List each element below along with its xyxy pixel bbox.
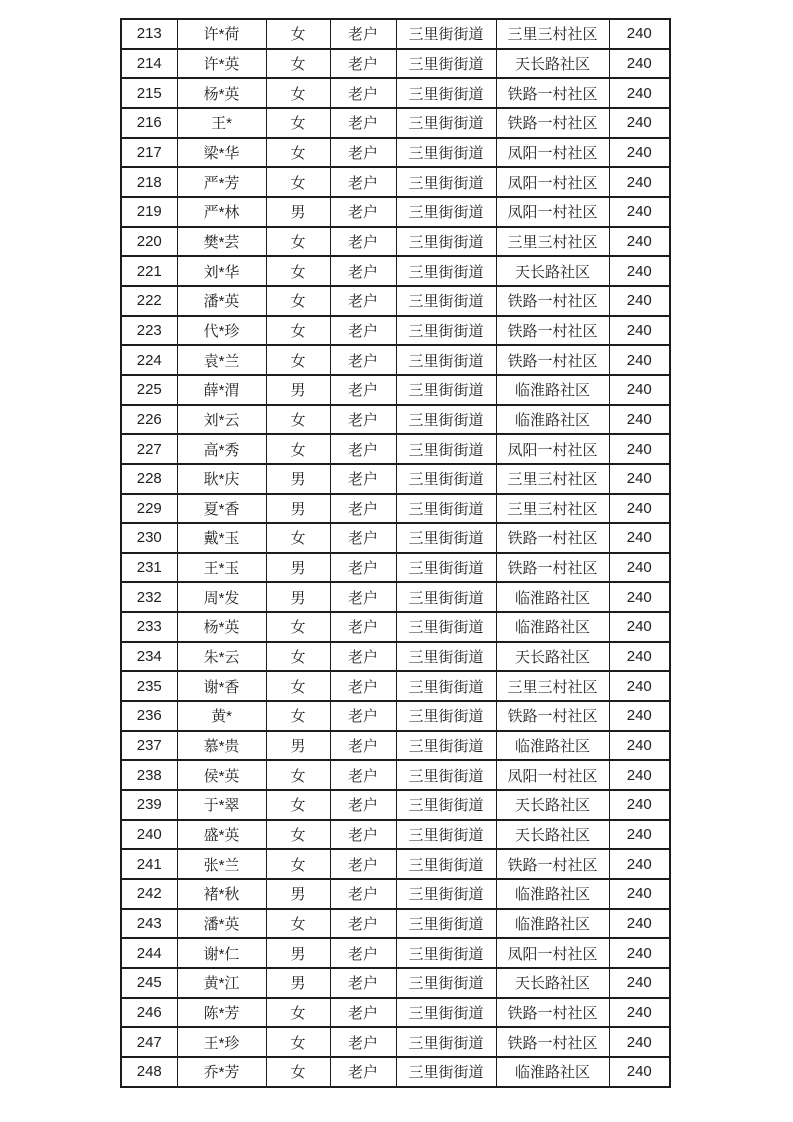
cell-serial-number: 219 (121, 197, 177, 227)
cell-household-type: 老户 (330, 434, 396, 464)
cell-community: 临淮路社区 (496, 582, 609, 612)
cell-amount: 240 (609, 434, 670, 464)
cell-name: 杨*英 (177, 78, 266, 108)
table-row (121, 256, 670, 286)
cell-serial-number: 218 (121, 167, 177, 197)
cell-serial-number: 217 (121, 138, 177, 168)
cell-name: 侯*英 (177, 760, 266, 790)
table-row (121, 879, 670, 909)
cell-gender: 女 (266, 849, 330, 879)
cell-street: 三里街街道 (396, 108, 496, 138)
cell-street: 三里街街道 (396, 316, 496, 346)
cell-street: 三里街街道 (396, 938, 496, 968)
cell-community: 铁路一村社区 (496, 998, 609, 1028)
table-row (121, 998, 670, 1028)
cell-serial-number: 235 (121, 671, 177, 701)
cell-name: 陈*芳 (177, 998, 266, 1028)
cell-household-type: 老户 (330, 19, 396, 49)
cell-gender: 男 (266, 375, 330, 405)
cell-household-type: 老户 (330, 909, 396, 939)
cell-amount: 240 (609, 494, 670, 524)
cell-street: 三里街街道 (396, 256, 496, 286)
cell-community: 天长路社区 (496, 256, 609, 286)
cell-serial-number: 245 (121, 968, 177, 998)
cell-community: 铁路一村社区 (496, 553, 609, 583)
cell-amount: 240 (609, 1057, 670, 1087)
cell-street: 三里街街道 (396, 849, 496, 879)
cell-street: 三里街街道 (396, 1027, 496, 1057)
cell-name: 张*兰 (177, 849, 266, 879)
cell-street: 三里街街道 (396, 464, 496, 494)
cell-serial-number: 225 (121, 375, 177, 405)
cell-gender: 男 (266, 553, 330, 583)
cell-household-type: 老户 (330, 286, 396, 316)
table-body (121, 19, 670, 1087)
table-row (121, 760, 670, 790)
cell-community: 三里三村社区 (496, 671, 609, 701)
cell-street: 三里街街道 (396, 286, 496, 316)
cell-name: 王*玉 (177, 553, 266, 583)
cell-gender: 男 (266, 494, 330, 524)
cell-name: 刘*华 (177, 256, 266, 286)
cell-gender: 女 (266, 316, 330, 346)
cell-serial-number: 227 (121, 434, 177, 464)
cell-community: 凤阳一村社区 (496, 167, 609, 197)
cell-household-type: 老户 (330, 998, 396, 1028)
cell-gender: 女 (266, 49, 330, 79)
beneficiary-table (120, 18, 671, 1088)
cell-serial-number: 247 (121, 1027, 177, 1057)
cell-household-type: 老户 (330, 78, 396, 108)
cell-household-type: 老户 (330, 494, 396, 524)
cell-name: 乔*芳 (177, 1057, 266, 1087)
cell-name: 谢*仁 (177, 938, 266, 968)
cell-gender: 男 (266, 464, 330, 494)
cell-community: 天长路社区 (496, 820, 609, 850)
table-row (121, 553, 670, 583)
cell-community: 铁路一村社区 (496, 701, 609, 731)
cell-community: 临淮路社区 (496, 612, 609, 642)
cell-community: 铁路一村社区 (496, 345, 609, 375)
cell-name: 袁*兰 (177, 345, 266, 375)
cell-street: 三里街街道 (396, 345, 496, 375)
cell-name: 严*林 (177, 197, 266, 227)
cell-serial-number: 234 (121, 642, 177, 672)
cell-community: 天长路社区 (496, 642, 609, 672)
cell-street: 三里街街道 (396, 790, 496, 820)
cell-gender: 女 (266, 256, 330, 286)
cell-household-type: 老户 (330, 968, 396, 998)
cell-serial-number: 248 (121, 1057, 177, 1087)
cell-community: 临淮路社区 (496, 731, 609, 761)
cell-amount: 240 (609, 820, 670, 850)
cell-gender: 女 (266, 998, 330, 1028)
cell-street: 三里街街道 (396, 553, 496, 583)
table-row (121, 494, 670, 524)
table-row (121, 582, 670, 612)
cell-name: 夏*香 (177, 494, 266, 524)
cell-amount: 240 (609, 1027, 670, 1057)
cell-household-type: 老户 (330, 49, 396, 79)
cell-amount: 240 (609, 968, 670, 998)
cell-gender: 女 (266, 790, 330, 820)
cell-household-type: 老户 (330, 345, 396, 375)
cell-household-type: 老户 (330, 375, 396, 405)
cell-street: 三里街街道 (396, 582, 496, 612)
cell-serial-number: 242 (121, 879, 177, 909)
table-row (121, 731, 670, 761)
cell-community: 三里三村社区 (496, 494, 609, 524)
cell-amount: 240 (609, 316, 670, 346)
cell-amount: 240 (609, 938, 670, 968)
cell-amount: 240 (609, 375, 670, 405)
cell-gender: 女 (266, 1027, 330, 1057)
cell-name: 杨*英 (177, 612, 266, 642)
cell-name: 周*发 (177, 582, 266, 612)
cell-household-type: 老户 (330, 108, 396, 138)
table-row (121, 523, 670, 553)
cell-gender: 女 (266, 108, 330, 138)
cell-community: 天长路社区 (496, 790, 609, 820)
cell-name: 盛*英 (177, 820, 266, 850)
cell-street: 三里街街道 (396, 879, 496, 909)
cell-street: 三里街街道 (396, 760, 496, 790)
cell-community: 天长路社区 (496, 968, 609, 998)
cell-street: 三里街街道 (396, 138, 496, 168)
cell-serial-number: 230 (121, 523, 177, 553)
cell-street: 三里街街道 (396, 968, 496, 998)
cell-household-type: 老户 (330, 553, 396, 583)
cell-amount: 240 (609, 464, 670, 494)
cell-name: 潘*英 (177, 909, 266, 939)
table-row (121, 1057, 670, 1087)
cell-household-type: 老户 (330, 938, 396, 968)
cell-household-type: 老户 (330, 197, 396, 227)
cell-name: 代*珍 (177, 316, 266, 346)
cell-serial-number: 233 (121, 612, 177, 642)
cell-name: 戴*玉 (177, 523, 266, 553)
cell-household-type: 老户 (330, 671, 396, 701)
cell-household-type: 老户 (330, 642, 396, 672)
cell-gender: 男 (266, 938, 330, 968)
cell-gender: 男 (266, 731, 330, 761)
cell-name: 王*珍 (177, 1027, 266, 1057)
table-row (121, 78, 670, 108)
cell-household-type: 老户 (330, 523, 396, 553)
cell-name: 褚*秋 (177, 879, 266, 909)
cell-street: 三里街街道 (396, 434, 496, 464)
cell-community: 凤阳一村社区 (496, 138, 609, 168)
cell-gender: 女 (266, 701, 330, 731)
cell-amount: 240 (609, 553, 670, 583)
cell-community: 天长路社区 (496, 49, 609, 79)
cell-community: 三里三村社区 (496, 464, 609, 494)
cell-serial-number: 237 (121, 731, 177, 761)
cell-amount: 240 (609, 197, 670, 227)
cell-serial-number: 246 (121, 998, 177, 1028)
cell-gender: 女 (266, 909, 330, 939)
cell-amount: 240 (609, 108, 670, 138)
table-row (121, 227, 670, 257)
cell-name: 黄* (177, 701, 266, 731)
cell-serial-number: 221 (121, 256, 177, 286)
cell-household-type: 老户 (330, 227, 396, 257)
cell-community: 凤阳一村社区 (496, 760, 609, 790)
cell-serial-number: 236 (121, 701, 177, 731)
cell-serial-number: 241 (121, 849, 177, 879)
cell-name: 王* (177, 108, 266, 138)
table-row (121, 434, 670, 464)
cell-community: 铁路一村社区 (496, 316, 609, 346)
cell-gender: 男 (266, 197, 330, 227)
cell-gender: 男 (266, 582, 330, 612)
cell-community: 临淮路社区 (496, 1057, 609, 1087)
cell-gender: 女 (266, 286, 330, 316)
table-row (121, 286, 670, 316)
cell-gender: 女 (266, 227, 330, 257)
table-row (121, 345, 670, 375)
cell-community: 铁路一村社区 (496, 1027, 609, 1057)
cell-street: 三里街街道 (396, 78, 496, 108)
cell-household-type: 老户 (330, 316, 396, 346)
table-row (121, 375, 670, 405)
cell-street: 三里街街道 (396, 1057, 496, 1087)
cell-street: 三里街街道 (396, 820, 496, 850)
cell-amount: 240 (609, 701, 670, 731)
cell-gender: 女 (266, 612, 330, 642)
table-row (121, 820, 670, 850)
cell-street: 三里街街道 (396, 405, 496, 435)
cell-gender: 女 (266, 1057, 330, 1087)
table-row (121, 19, 670, 49)
cell-name: 薛*渭 (177, 375, 266, 405)
table-row (121, 909, 670, 939)
cell-street: 三里街街道 (396, 671, 496, 701)
cell-household-type: 老户 (330, 256, 396, 286)
cell-street: 三里街街道 (396, 998, 496, 1028)
cell-name: 严*芳 (177, 167, 266, 197)
table-row (121, 671, 670, 701)
cell-community: 铁路一村社区 (496, 108, 609, 138)
cell-community: 凤阳一村社区 (496, 197, 609, 227)
cell-household-type: 老户 (330, 820, 396, 850)
cell-serial-number: 228 (121, 464, 177, 494)
cell-household-type: 老户 (330, 167, 396, 197)
cell-street: 三里街街道 (396, 701, 496, 731)
cell-amount: 240 (609, 49, 670, 79)
cell-gender: 男 (266, 968, 330, 998)
cell-household-type: 老户 (330, 760, 396, 790)
cell-name: 许*荷 (177, 19, 266, 49)
cell-serial-number: 238 (121, 760, 177, 790)
cell-gender: 女 (266, 78, 330, 108)
cell-household-type: 老户 (330, 405, 396, 435)
cell-gender: 女 (266, 138, 330, 168)
cell-amount: 240 (609, 760, 670, 790)
cell-household-type: 老户 (330, 464, 396, 494)
cell-name: 黄*江 (177, 968, 266, 998)
table-row (121, 612, 670, 642)
cell-name: 梁*华 (177, 138, 266, 168)
cell-name: 于*翠 (177, 790, 266, 820)
cell-household-type: 老户 (330, 1057, 396, 1087)
cell-name: 高*秀 (177, 434, 266, 464)
cell-name: 耿*庆 (177, 464, 266, 494)
cell-serial-number: 229 (121, 494, 177, 524)
cell-serial-number: 239 (121, 790, 177, 820)
cell-serial-number: 232 (121, 582, 177, 612)
cell-household-type: 老户 (330, 1027, 396, 1057)
cell-street: 三里街街道 (396, 375, 496, 405)
table-row (121, 968, 670, 998)
cell-serial-number: 215 (121, 78, 177, 108)
cell-street: 三里街街道 (396, 642, 496, 672)
cell-street: 三里街街道 (396, 494, 496, 524)
cell-serial-number: 222 (121, 286, 177, 316)
cell-serial-number: 244 (121, 938, 177, 968)
cell-amount: 240 (609, 731, 670, 761)
cell-community: 铁路一村社区 (496, 849, 609, 879)
cell-amount: 240 (609, 138, 670, 168)
cell-serial-number: 243 (121, 909, 177, 939)
table-row (121, 464, 670, 494)
table-row (121, 405, 670, 435)
cell-street: 三里街街道 (396, 612, 496, 642)
cell-community: 三里三村社区 (496, 227, 609, 257)
cell-gender: 女 (266, 760, 330, 790)
cell-household-type: 老户 (330, 731, 396, 761)
table-row (121, 167, 670, 197)
cell-community: 三里三村社区 (496, 19, 609, 49)
cell-name: 慕*贵 (177, 731, 266, 761)
cell-amount: 240 (609, 227, 670, 257)
cell-serial-number: 216 (121, 108, 177, 138)
cell-name: 朱*云 (177, 642, 266, 672)
cell-gender: 女 (266, 671, 330, 701)
cell-street: 三里街街道 (396, 909, 496, 939)
cell-serial-number: 220 (121, 227, 177, 257)
cell-street: 三里街街道 (396, 523, 496, 553)
cell-community: 临淮路社区 (496, 909, 609, 939)
cell-household-type: 老户 (330, 138, 396, 168)
cell-serial-number: 214 (121, 49, 177, 79)
cell-serial-number: 213 (121, 19, 177, 49)
cell-community: 临淮路社区 (496, 375, 609, 405)
cell-name: 潘*英 (177, 286, 266, 316)
cell-street: 三里街街道 (396, 227, 496, 257)
cell-community: 凤阳一村社区 (496, 938, 609, 968)
cell-household-type: 老户 (330, 582, 396, 612)
cell-gender: 女 (266, 19, 330, 49)
cell-gender: 女 (266, 820, 330, 850)
cell-amount: 240 (609, 642, 670, 672)
cell-serial-number: 231 (121, 553, 177, 583)
cell-street: 三里街街道 (396, 167, 496, 197)
cell-amount: 240 (609, 671, 670, 701)
cell-amount: 240 (609, 256, 670, 286)
cell-household-type: 老户 (330, 701, 396, 731)
cell-community: 凤阳一村社区 (496, 434, 609, 464)
cell-amount: 240 (609, 612, 670, 642)
table-row (121, 790, 670, 820)
table-row (121, 108, 670, 138)
cell-street: 三里街街道 (396, 731, 496, 761)
table-row (121, 49, 670, 79)
cell-community: 铁路一村社区 (496, 78, 609, 108)
cell-community: 临淮路社区 (496, 405, 609, 435)
cell-gender: 女 (266, 434, 330, 464)
table-row (121, 138, 670, 168)
cell-serial-number: 224 (121, 345, 177, 375)
cell-community: 临淮路社区 (496, 879, 609, 909)
cell-household-type: 老户 (330, 879, 396, 909)
table-row (121, 316, 670, 346)
cell-gender: 女 (266, 345, 330, 375)
cell-gender: 男 (266, 879, 330, 909)
cell-amount: 240 (609, 523, 670, 553)
cell-serial-number: 226 (121, 405, 177, 435)
cell-amount: 240 (609, 879, 670, 909)
cell-amount: 240 (609, 19, 670, 49)
table-row (121, 1027, 670, 1057)
table-row (121, 701, 670, 731)
table-row (121, 642, 670, 672)
cell-name: 许*英 (177, 49, 266, 79)
cell-gender: 女 (266, 405, 330, 435)
cell-community: 铁路一村社区 (496, 523, 609, 553)
cell-serial-number: 240 (121, 820, 177, 850)
cell-street: 三里街街道 (396, 49, 496, 79)
table-row (121, 938, 670, 968)
cell-name: 樊*芸 (177, 227, 266, 257)
cell-gender: 女 (266, 167, 330, 197)
cell-community: 铁路一村社区 (496, 286, 609, 316)
cell-household-type: 老户 (330, 849, 396, 879)
cell-street: 三里街街道 (396, 197, 496, 227)
cell-amount: 240 (609, 345, 670, 375)
cell-household-type: 老户 (330, 612, 396, 642)
cell-household-type: 老户 (330, 790, 396, 820)
cell-amount: 240 (609, 790, 670, 820)
cell-serial-number: 223 (121, 316, 177, 346)
cell-amount: 240 (609, 286, 670, 316)
cell-gender: 女 (266, 523, 330, 553)
cell-amount: 240 (609, 78, 670, 108)
cell-street: 三里街街道 (396, 19, 496, 49)
cell-amount: 240 (609, 909, 670, 939)
cell-amount: 240 (609, 849, 670, 879)
cell-gender: 女 (266, 642, 330, 672)
cell-amount: 240 (609, 167, 670, 197)
cell-amount: 240 (609, 582, 670, 612)
table-row (121, 849, 670, 879)
cell-amount: 240 (609, 998, 670, 1028)
table-row (121, 197, 670, 227)
cell-name: 刘*云 (177, 405, 266, 435)
cell-name: 谢*香 (177, 671, 266, 701)
cell-amount: 240 (609, 405, 670, 435)
